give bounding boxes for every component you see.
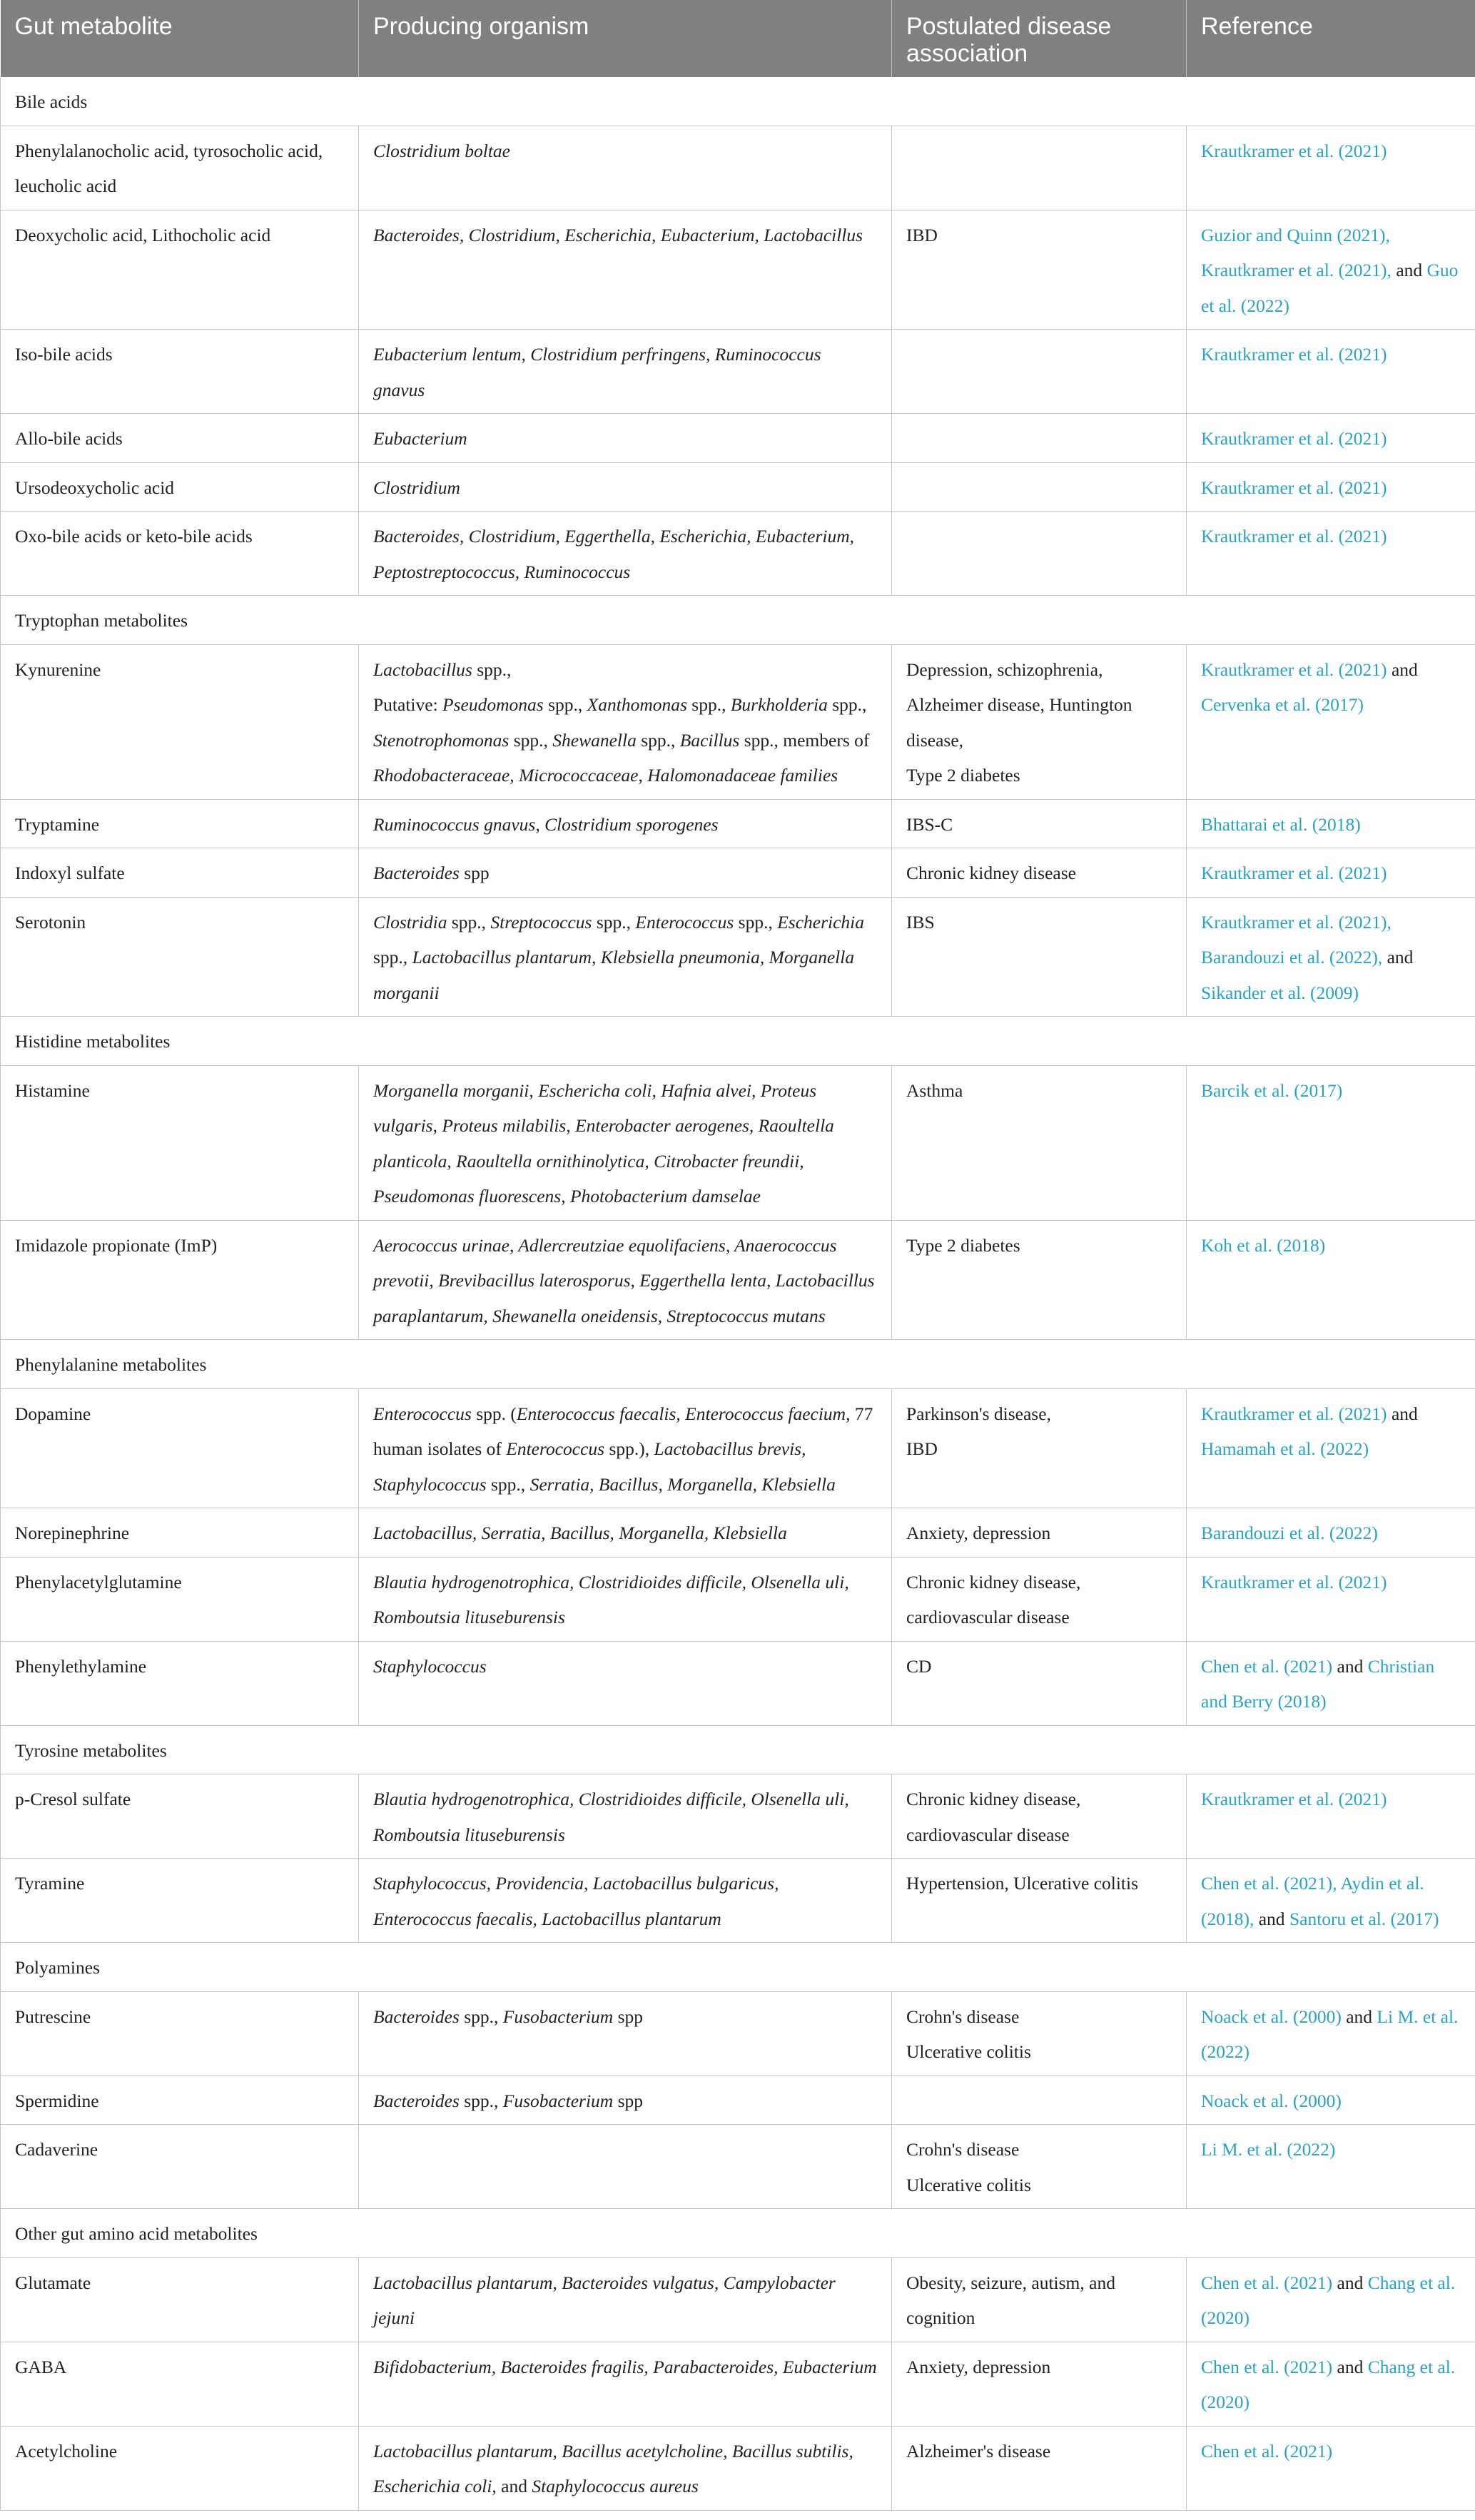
- reference-link[interactable]: Krautkramer et al. (2021): [1201, 140, 1387, 161]
- section-row: [1, 1943, 1475, 1992]
- reference-link[interactable]: Li M. et al. (2022): [1201, 2139, 1336, 2160]
- table-row: [1, 330, 1475, 414]
- disease-text: Crohn's disease: [906, 2139, 1020, 2160]
- disease-text: Obesity, seizure, autism, and cognition: [906, 2272, 1115, 2328]
- disease-cell: [892, 897, 1187, 1017]
- disease-cell: [892, 1388, 1187, 1508]
- reference-link[interactable]: Krautkramer et al. (2021): [1201, 477, 1387, 498]
- reference-link[interactable]: Santoru et al. (2017): [1289, 1908, 1439, 1929]
- reference-link[interactable]: Hamamah et al. (2022): [1201, 1438, 1369, 1459]
- organism-text: Bacteroides, Clostridium, Escherichia, Eubacterium, Lactobacillus: [373, 224, 863, 245]
- reference-conjunction: and: [1387, 659, 1418, 680]
- reference-cell: [1187, 1065, 1475, 1220]
- reference-link[interactable]: Christian and Berry (2018): [1201, 1655, 1435, 1712]
- table-row: [1, 2125, 1475, 2209]
- disease-cell: [892, 330, 1187, 414]
- reference-cell: [1187, 2076, 1475, 2125]
- reference-conjunction: and: [1254, 1908, 1289, 1929]
- organism-cell: [359, 1557, 892, 1641]
- organism-text: Escherichia: [777, 911, 865, 933]
- organism-text: Clostridium: [373, 477, 460, 498]
- disease-cell: [892, 462, 1187, 512]
- organism-text: Morganella morganii, Eschericha coli, Hafnia alvei, Proteus vulgaris, Proteus milabilis, Enterobacter aerogenes, Raoultella planticola, Raoultella ornithinolytica, Citrobacter freundii, Pseudomonas fluorescens, Photobacterium damselae: [373, 1079, 834, 1206]
- metabolite-cell: Acetylcholine: [1, 2426, 359, 2510]
- organism-cell: [359, 2342, 892, 2426]
- disease-cell: [892, 210, 1187, 330]
- section-title: Bile acids: [1, 77, 1475, 126]
- disease-cell: [892, 1065, 1187, 1220]
- reference-link[interactable]: Chen et al. (2021): [1201, 2272, 1333, 2293]
- organism-text: Halomonadaceae families: [647, 765, 838, 786]
- disease-text: Depression, schizophrenia, Alzheimer disease, Huntington disease,: [906, 659, 1132, 751]
- reference-cell: [1187, 1508, 1475, 1558]
- header-gut-metabolite: Gut metabolite: [1, 0, 359, 77]
- organism-text: Clostridium boltae: [373, 140, 510, 161]
- organism-text: Fusobacterium: [502, 2090, 614, 2111]
- reference-link[interactable]: Krautkramer et al. (2021): [1201, 863, 1387, 883]
- disease-cell: [892, 2125, 1187, 2209]
- table-row: [1, 2342, 1475, 2426]
- reference-link[interactable]: Chen et al. (2021), Aydin et al. (2018),: [1201, 1873, 1424, 1929]
- organism-text: Rhodobacteraceae: [373, 765, 510, 786]
- organism-text: Bacteroides: [373, 2090, 460, 2111]
- disease-cell: [892, 1508, 1187, 1558]
- organism-text: , 77 human isolates of: [373, 1403, 873, 1459]
- reference-link[interactable]: Krautkramer et al. (2021): [1201, 428, 1387, 449]
- organism-text: spp: [613, 2006, 644, 2027]
- metabolite-cell: Putrescine: [1, 1991, 359, 2076]
- metabolite-cell: Dopamine: [1, 1388, 359, 1508]
- reference-cell: [1187, 799, 1475, 848]
- reference-conjunction: and: [1332, 2272, 1368, 2293]
- metabolite-cell: Serotonin: [1, 897, 359, 1017]
- organism-text: Stenotrophomonas: [373, 729, 510, 751]
- reference-link[interactable]: Koh et al. (2018): [1201, 1234, 1326, 1256]
- disease-text: Anxiety, depression: [906, 2356, 1051, 2377]
- section-title: Histidine metabolites: [1, 1017, 1475, 1066]
- organism-text: Ruminococcus gnavus, Clostridium sporogenes: [373, 813, 719, 835]
- organism-text: Lactobacillus brevis, Staphylococcus: [373, 1438, 806, 1495]
- reference-link[interactable]: Cervenka et al. (2017): [1201, 694, 1364, 715]
- section-title: Tyrosine metabolites: [1, 1725, 1475, 1774]
- reference-cell: [1187, 414, 1475, 463]
- table-row: [1, 2426, 1475, 2510]
- reference-cell: [1187, 2342, 1475, 2426]
- organism-text: spp.,: [459, 2090, 503, 2111]
- reference-link[interactable]: Chang et al. (2020): [1201, 2272, 1456, 2328]
- metabolite-cell: Cadaverine: [1, 2125, 359, 2209]
- metabolite-cell: Histamine: [1, 1065, 359, 1220]
- section-title: Polyamines: [1, 1943, 1475, 1992]
- metabolite-cell: GABA: [1, 2342, 359, 2426]
- disease-text: Type 2 diabetes: [906, 765, 1020, 786]
- table-row: [1, 210, 1475, 330]
- organism-cell: [359, 1859, 892, 1943]
- metabolite-cell: Allo-bile acids: [1, 414, 359, 463]
- disease-cell: [892, 799, 1187, 848]
- reference-cell: [1187, 462, 1475, 512]
- organism-cell: [359, 2426, 892, 2510]
- section-row: [1, 1340, 1475, 1389]
- organism-text: spp.,: [636, 729, 680, 751]
- organism-cell: [359, 799, 892, 848]
- disease-cell: [892, 1557, 1187, 1641]
- reference-link[interactable]: Chen et al. (2021): [1201, 2440, 1333, 2461]
- organism-text: Enterococcus: [373, 1403, 472, 1424]
- organism-text: Blautia hydrogenotrophica, Clostridioides difficile, Olsenella uli, Romboutsia lituseburensis: [373, 1789, 849, 1845]
- table-row: [1, 1641, 1475, 1725]
- section-title: Phenylalanine metabolites: [1, 1340, 1475, 1389]
- metabolite-cell: Spermidine: [1, 2076, 359, 2125]
- reference-conjunction: and: [1332, 1655, 1368, 1677]
- table-row: [1, 1774, 1475, 1859]
- section-row: [1, 1725, 1475, 1774]
- reference-cell: [1187, 1388, 1475, 1508]
- organism-text: spp.,: [486, 1473, 530, 1495]
- organism-cell: [359, 848, 892, 898]
- section-row: [1, 2209, 1475, 2258]
- organism-text: Lactobacillus: [373, 659, 472, 680]
- reference-cell: [1187, 512, 1475, 596]
- metabolite-cell: p-Cresol sulfate: [1, 1774, 359, 1859]
- reference-link[interactable]: Noack et al. (2000): [1201, 2090, 1342, 2111]
- table-row: [1, 462, 1475, 512]
- organism-text: Pseudomonas: [442, 694, 544, 715]
- disease-text: Crohn's disease: [906, 2006, 1020, 2027]
- section-title: Other gut amino acid metabolites: [1, 2209, 1475, 2258]
- reference-conjunction: and: [1332, 2356, 1368, 2377]
- organism-text: Lactobacillus, Serratia, Bacillus, Morganella, Klebsiella: [373, 1523, 787, 1543]
- organism-text: Staphylococcus, Providencia, Lactobacillus bulgaricus, Enterococcus faecalis, Lactobacillus plantarum: [373, 1873, 779, 1929]
- organism-text: and: [496, 2476, 532, 2496]
- reference-cell: [1187, 1859, 1475, 1943]
- organism-text: Enterococcus faecalis, Enterococcus faecium: [516, 1403, 846, 1424]
- table-row: [1, 1557, 1475, 1641]
- metabolite-cell: Phenylethylamine: [1, 1641, 359, 1725]
- organism-cell: [359, 897, 892, 1017]
- reference-cell: [1187, 1557, 1475, 1641]
- disease-text: Ulcerative colitis: [906, 2041, 1031, 2062]
- organism-text: spp.,: [734, 911, 778, 933]
- table-header: [1, 0, 1475, 77]
- organism-text: spp., members of: [739, 729, 870, 751]
- table-row: [1, 2257, 1475, 2342]
- organism-cell: [359, 1991, 892, 2076]
- disease-text: Chronic kidney disease, cardiovascular disease: [906, 1571, 1081, 1627]
- organism-cell: [359, 512, 892, 596]
- organism-text: Staphylococcus: [373, 1655, 487, 1677]
- reference-cell: [1187, 1641, 1475, 1725]
- organism-text: Lactobacillus plantarum, Bacteroides vulgatus, Campylobacter jejuni: [373, 2272, 836, 2328]
- reference-link[interactable]: Li M. et al. (2022): [1201, 2006, 1459, 2062]
- organism-text: spp.,: [447, 911, 491, 933]
- disease-cell: [892, 1991, 1187, 2076]
- table-row: [1, 414, 1475, 463]
- organism-text: Shewanella: [552, 729, 637, 751]
- table-row: [1, 1508, 1475, 1558]
- organism-text: Bacteroides: [373, 863, 460, 883]
- organism-text: Enterococcus: [506, 1438, 605, 1459]
- organism-text: Putative:: [373, 694, 443, 715]
- disease-cell: [892, 2342, 1187, 2426]
- table-row: [1, 897, 1475, 1017]
- organism-text: Bifidobacterium, Bacteroides fragilis, Parabacteroides, Eubacterium: [373, 2356, 877, 2377]
- organism-cell: [359, 330, 892, 414]
- organism-text: spp: [613, 2090, 644, 2111]
- organism-cell: [359, 1065, 892, 1220]
- metabolite-cell: Phenylalanocholic acid, tyrosocholic acid, leucholic acid: [1, 126, 359, 210]
- organism-cell: [359, 210, 892, 330]
- organism-text: Bacillus: [679, 729, 740, 751]
- organism-text: spp.),: [604, 1438, 654, 1459]
- reference-link[interactable]: Guzior and Quinn (2021), Krautkramer et al. (2021),: [1201, 224, 1392, 280]
- reference-conjunction: and: [1341, 2006, 1377, 2027]
- reference-cell: [1187, 210, 1475, 330]
- section-row: [1, 1017, 1475, 1066]
- reference-cell: [1187, 1991, 1475, 2076]
- organism-text: Enterococcus: [635, 911, 734, 933]
- reference-link[interactable]: Noack et al. (2000): [1201, 2006, 1342, 2027]
- reference-link[interactable]: Chen et al. (2021): [1201, 2356, 1333, 2377]
- reference-link[interactable]: Chen et al. (2021): [1201, 1655, 1333, 1677]
- disease-text: Parkinson's disease,: [906, 1403, 1051, 1424]
- reference-cell: [1187, 644, 1475, 799]
- organism-cell: [359, 414, 892, 463]
- reference-link[interactable]: Bhattarai et al. (2018): [1201, 813, 1361, 835]
- disease-text: IBS-C: [906, 813, 953, 835]
- metabolite-cell: Kynurenine: [1, 644, 359, 799]
- table-row: [1, 1220, 1475, 1340]
- reference-cell: [1187, 848, 1475, 898]
- reference-cell: [1187, 1220, 1475, 1340]
- disease-cell: [892, 2426, 1187, 2510]
- organism-text: Aerococcus urinae, Adlercreutziae equolifaciens, Anaerococcus prevotii, Brevibacillus laterosporus, Eggerthella lenta, Lactobacillus paraplantarum, Shewanella oneidensis, Streptococcus mutans: [373, 1234, 875, 1326]
- metabolite-cell: Oxo-bile acids or keto-bile acids: [1, 512, 359, 596]
- disease-text: Chronic kidney disease, cardiovascular disease: [906, 1789, 1081, 1845]
- organism-text: spp.,: [543, 694, 587, 715]
- header-producing-organism: Producing organism: [359, 0, 892, 77]
- disease-cell: [892, 1641, 1187, 1725]
- organism-text: spp.,: [459, 2006, 503, 2027]
- organism-text: Bacteroides: [373, 2006, 460, 2027]
- organism-cell: [359, 2125, 892, 2209]
- reference-link[interactable]: Chang et al. (2020): [1201, 2356, 1456, 2412]
- reference-cell: [1187, 126, 1475, 210]
- organism-cell: [359, 1641, 892, 1725]
- reference-link[interactable]: Krautkramer et al. (2021), Barandouzi et al. (2022),: [1201, 911, 1392, 967]
- table-row: [1, 799, 1475, 848]
- organism-text: spp. (: [471, 1403, 517, 1424]
- organism-text: Staphylococcus aureus: [532, 2476, 699, 2496]
- reference-link[interactable]: Sikander et al. (2009): [1201, 982, 1359, 1003]
- metabolite-cell: Norepinephrine: [1, 1508, 359, 1558]
- disease-cell: [892, 126, 1187, 210]
- reference-link[interactable]: Krautkramer et al. (2021): [1201, 659, 1387, 680]
- disease-cell: [892, 512, 1187, 596]
- disease-text: Anxiety, depression: [906, 1523, 1051, 1543]
- disease-text: Chronic kidney disease: [906, 863, 1076, 883]
- table-row: [1, 848, 1475, 898]
- table-row: [1, 1065, 1475, 1220]
- table-row: [1, 1859, 1475, 1943]
- organism-text: spp.,: [827, 694, 867, 715]
- disease-cell: [892, 2076, 1187, 2125]
- disease-cell: [892, 1859, 1187, 1943]
- disease-cell: [892, 1774, 1187, 1859]
- organism-cell: [359, 644, 892, 799]
- metabolite-cell: Ursodeoxycholic acid: [1, 462, 359, 512]
- reference-conjunction: and: [1382, 947, 1414, 967]
- metabolite-cell: Deoxycholic acid, Lithocholic acid: [1, 210, 359, 330]
- metabolite-cell: Phenylacetylglutamine: [1, 1557, 359, 1641]
- disease-text: CD: [906, 1655, 932, 1677]
- reference-cell: [1187, 897, 1475, 1017]
- reference-link[interactable]: Barcik et al. (2017): [1201, 1079, 1343, 1101]
- metabolite-cell: Glutamate: [1, 2257, 359, 2342]
- organism-cell: [359, 1508, 892, 1558]
- organism-cell: [359, 1220, 892, 1340]
- disease-text: IBS: [906, 911, 935, 933]
- reference-conjunction: and: [1387, 1403, 1418, 1424]
- header-disease-association: Postulated disease association: [892, 0, 1187, 77]
- table-row: [1, 1991, 1475, 2076]
- organism-text: Fusobacterium: [502, 2006, 614, 2027]
- organism-text: Eubacterium lentum, Clostridium perfringens, Ruminococcus gnavus: [373, 344, 821, 400]
- organism-text: spp.,: [472, 659, 512, 680]
- disease-text: Asthma: [906, 1079, 963, 1101]
- reference-cell: [1187, 1774, 1475, 1859]
- organism-text: Streptococcus: [490, 911, 592, 933]
- header-reference: Reference: [1187, 0, 1475, 77]
- organism-cell: [359, 1388, 892, 1508]
- table-row: [1, 1388, 1475, 1508]
- organism-text: Xanthomonas: [587, 694, 687, 715]
- organism-cell: [359, 2076, 892, 2125]
- disease-text: Alzheimer's disease: [906, 2440, 1051, 2461]
- organism-text: spp: [459, 863, 490, 883]
- metabolite-cell: Iso-bile acids: [1, 330, 359, 414]
- reference-link[interactable]: Barandouzi et al. (2022): [1201, 1523, 1378, 1543]
- organism-text: Eubacterium: [373, 428, 467, 449]
- table-row: [1, 512, 1475, 596]
- reference-link[interactable]: Krautkramer et al. (2021): [1201, 344, 1387, 365]
- metabolite-cell: Indoxyl sulfate: [1, 848, 359, 898]
- table-row: [1, 644, 1475, 799]
- organism-cell: [359, 1774, 892, 1859]
- organism-text: Clostridia: [373, 911, 447, 933]
- reference-cell: [1187, 2257, 1475, 2342]
- table-row: [1, 2076, 1475, 2125]
- reference-link[interactable]: Guo et al. (2022): [1201, 260, 1459, 316]
- organism-text: Lactobacillus plantarum, Klebsiella pneumonia, Morganella morganii: [373, 947, 855, 1003]
- disease-cell: [892, 644, 1187, 799]
- disease-text: Hypertension, Ulcerative colitis: [906, 1873, 1139, 1894]
- organism-cell: [359, 462, 892, 512]
- disease-text: Ulcerative colitis: [906, 2174, 1031, 2195]
- organism-text: spp.,: [686, 694, 731, 715]
- metabolite-cell: Imidazole propionate (ImP): [1, 1220, 359, 1340]
- section-title: Tryptophan metabolites: [1, 596, 1475, 645]
- organism-text: Blautia hydrogenotrophica, Clostridioides difficile, Olsenella uli, Romboutsia lituseburensis: [373, 1571, 849, 1627]
- metabolite-cell: Tyramine: [1, 1859, 359, 1943]
- table-row: [1, 126, 1475, 210]
- reference-conjunction: and: [1391, 260, 1427, 280]
- organism-text: Serratia, Bacillus, Morganella, Klebsiella: [529, 1473, 836, 1495]
- organism-text: Bacteroides, Clostridium, Eggerthella, Escherichia, Eubacterium, Peptostreptococcus, Ruminococcus: [373, 526, 854, 582]
- organism-text: Burkholderia: [730, 694, 828, 715]
- reference-link[interactable]: Krautkramer et al. (2021): [1201, 526, 1387, 547]
- reference-link[interactable]: Krautkramer et al. (2021): [1201, 1789, 1387, 1809]
- organism-text: ,: [510, 765, 519, 786]
- disease-cell: [892, 1220, 1187, 1340]
- reference-cell: [1187, 2426, 1475, 2510]
- reference-link[interactable]: Krautkramer et al. (2021): [1201, 1403, 1387, 1424]
- header-row: [1, 0, 1475, 77]
- section-row: [1, 77, 1475, 126]
- organism-text: spp.,: [592, 911, 636, 933]
- organism-text: Micrococcaceae: [518, 765, 639, 786]
- organism-cell: [359, 126, 892, 210]
- disease-cell: [892, 848, 1187, 898]
- disease-text: IBD: [906, 1438, 938, 1459]
- disease-text: IBD: [906, 224, 938, 245]
- disease-text: Type 2 diabetes: [906, 1234, 1020, 1256]
- metabolite-cell: Tryptamine: [1, 799, 359, 848]
- disease-cell: [892, 2257, 1187, 2342]
- organism-cell: [359, 2257, 892, 2342]
- table-body: [1, 77, 1475, 2510]
- organism-text: spp.,: [373, 947, 412, 967]
- organism-text: ,: [638, 765, 648, 786]
- disease-cell: [892, 414, 1187, 463]
- organism-text: spp.,: [509, 729, 553, 751]
- section-row: [1, 596, 1475, 645]
- reference-link[interactable]: Krautkramer et al. (2021): [1201, 1571, 1387, 1592]
- reference-cell: [1187, 330, 1475, 414]
- reference-cell: [1187, 2125, 1475, 2209]
- organism-text: Lactobacillus plantarum, Bacillus acetylcholine, Bacillus subtilis, Escherichia coli,: [373, 2440, 853, 2496]
